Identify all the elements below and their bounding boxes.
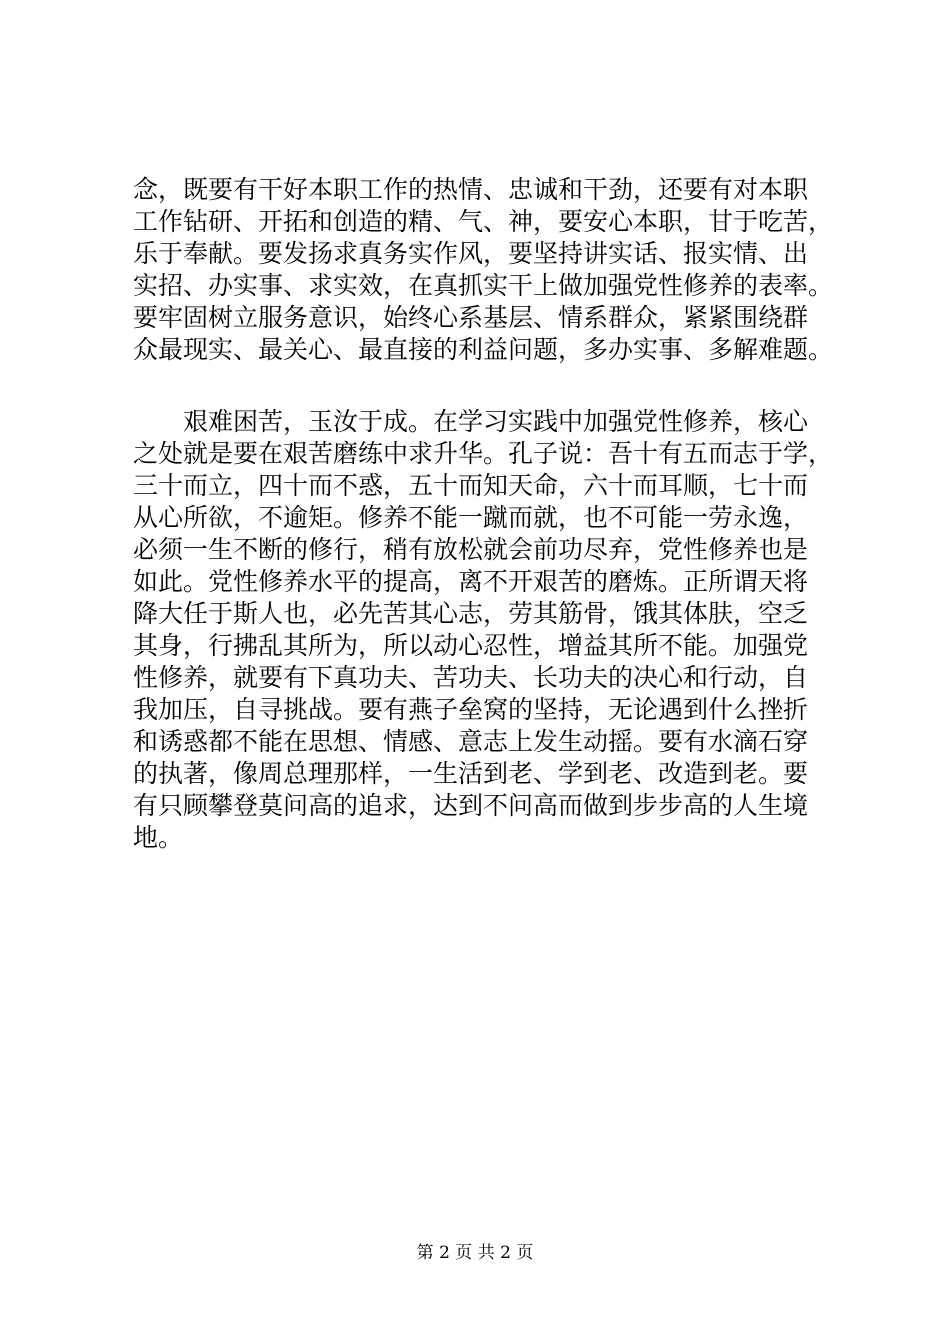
page-number-label: 第 2 页 共 2 页: [416, 1243, 534, 1263]
paragraph-1-line: 工作钻研、开拓和创造的精、气、神，要安心本职，甘于吃苦，: [133, 207, 834, 236]
paragraph-2-line: 艰难困苦，玉汝于成。在学习实践中加强党性修养，核心: [133, 407, 809, 436]
paragraph-2-line: 和诱惑都不能在思想、情感、意志上发生动摇。要有水滴石穿: [133, 727, 809, 756]
paragraph-2-line: 从心所欲，不逾矩。修养不能一蹴而就，也不可能一劳永逸，: [133, 503, 809, 532]
paragraph-2-line: 有只顾攀登莫问高的追求，达到不问高而做到步步高的人生境: [133, 791, 809, 820]
paragraph-2-line: 如此。党性修养水平的提高，离不开艰苦的磨炼。正所谓天将: [133, 567, 809, 596]
paragraph-spacer: [133, 366, 853, 406]
paragraph-1-line: 众最现实、最关心、最直接的利益问题，多办实事、多解难题。: [133, 335, 834, 364]
paragraph-2-line: 三十而立，四十而不惑，五十而知天命，六十而耳顺，七十而: [133, 471, 809, 500]
paragraph-2-line: 降大任于斯人也，必先苦其心志，劳其筋骨，饿其体肤，空乏: [133, 599, 809, 628]
paragraph-1: [133, 174, 853, 366]
paragraph-2-line: 我加压，自寻挑战。要有燕子垒窝的坚持，无论遇到什么挫折: [133, 695, 809, 724]
paragraph-2-line: 必须一生不断的修行，稍有放松就会前功尽弃，党性修养也是: [133, 535, 809, 564]
paragraph-2-line: 的执著，像周总理那样，一生活到老、学到老、改造到老。要: [133, 759, 809, 788]
paragraph-1-line: 乐于奉献。要发扬求真务实作风，要坚持讲实话、报实情、出: [133, 239, 809, 268]
paragraph-1-line: 要牢固树立服务意识，始终心系基层、情系群众，紧紧围绕群: [133, 303, 809, 332]
paragraph-2-line: 性修养，就要有下真功夫、苦功夫、长功夫的决心和行动，自: [133, 663, 809, 692]
page-footer: [0, 1242, 950, 1264]
paragraph-2: [133, 406, 853, 854]
paragraph-2-line: 其身，行拂乱其所为，所以动心忍性，增益其所不能。加强党: [133, 631, 809, 660]
paragraph-2-line: 之处就是要在艰苦磨练中求升华。孔子说：吾十有五而志于学，: [133, 439, 834, 468]
paragraph-1-line: 念，既要有干好本职工作的热情、忠诚和干劲，还要有对本职: [133, 175, 809, 204]
paragraph-2-line: 地。: [133, 823, 184, 852]
document-body: [133, 174, 853, 854]
paragraph-1-line: 实招、办实事、求实效，在真抓实干上做加强党性修养的表率。: [133, 271, 834, 300]
